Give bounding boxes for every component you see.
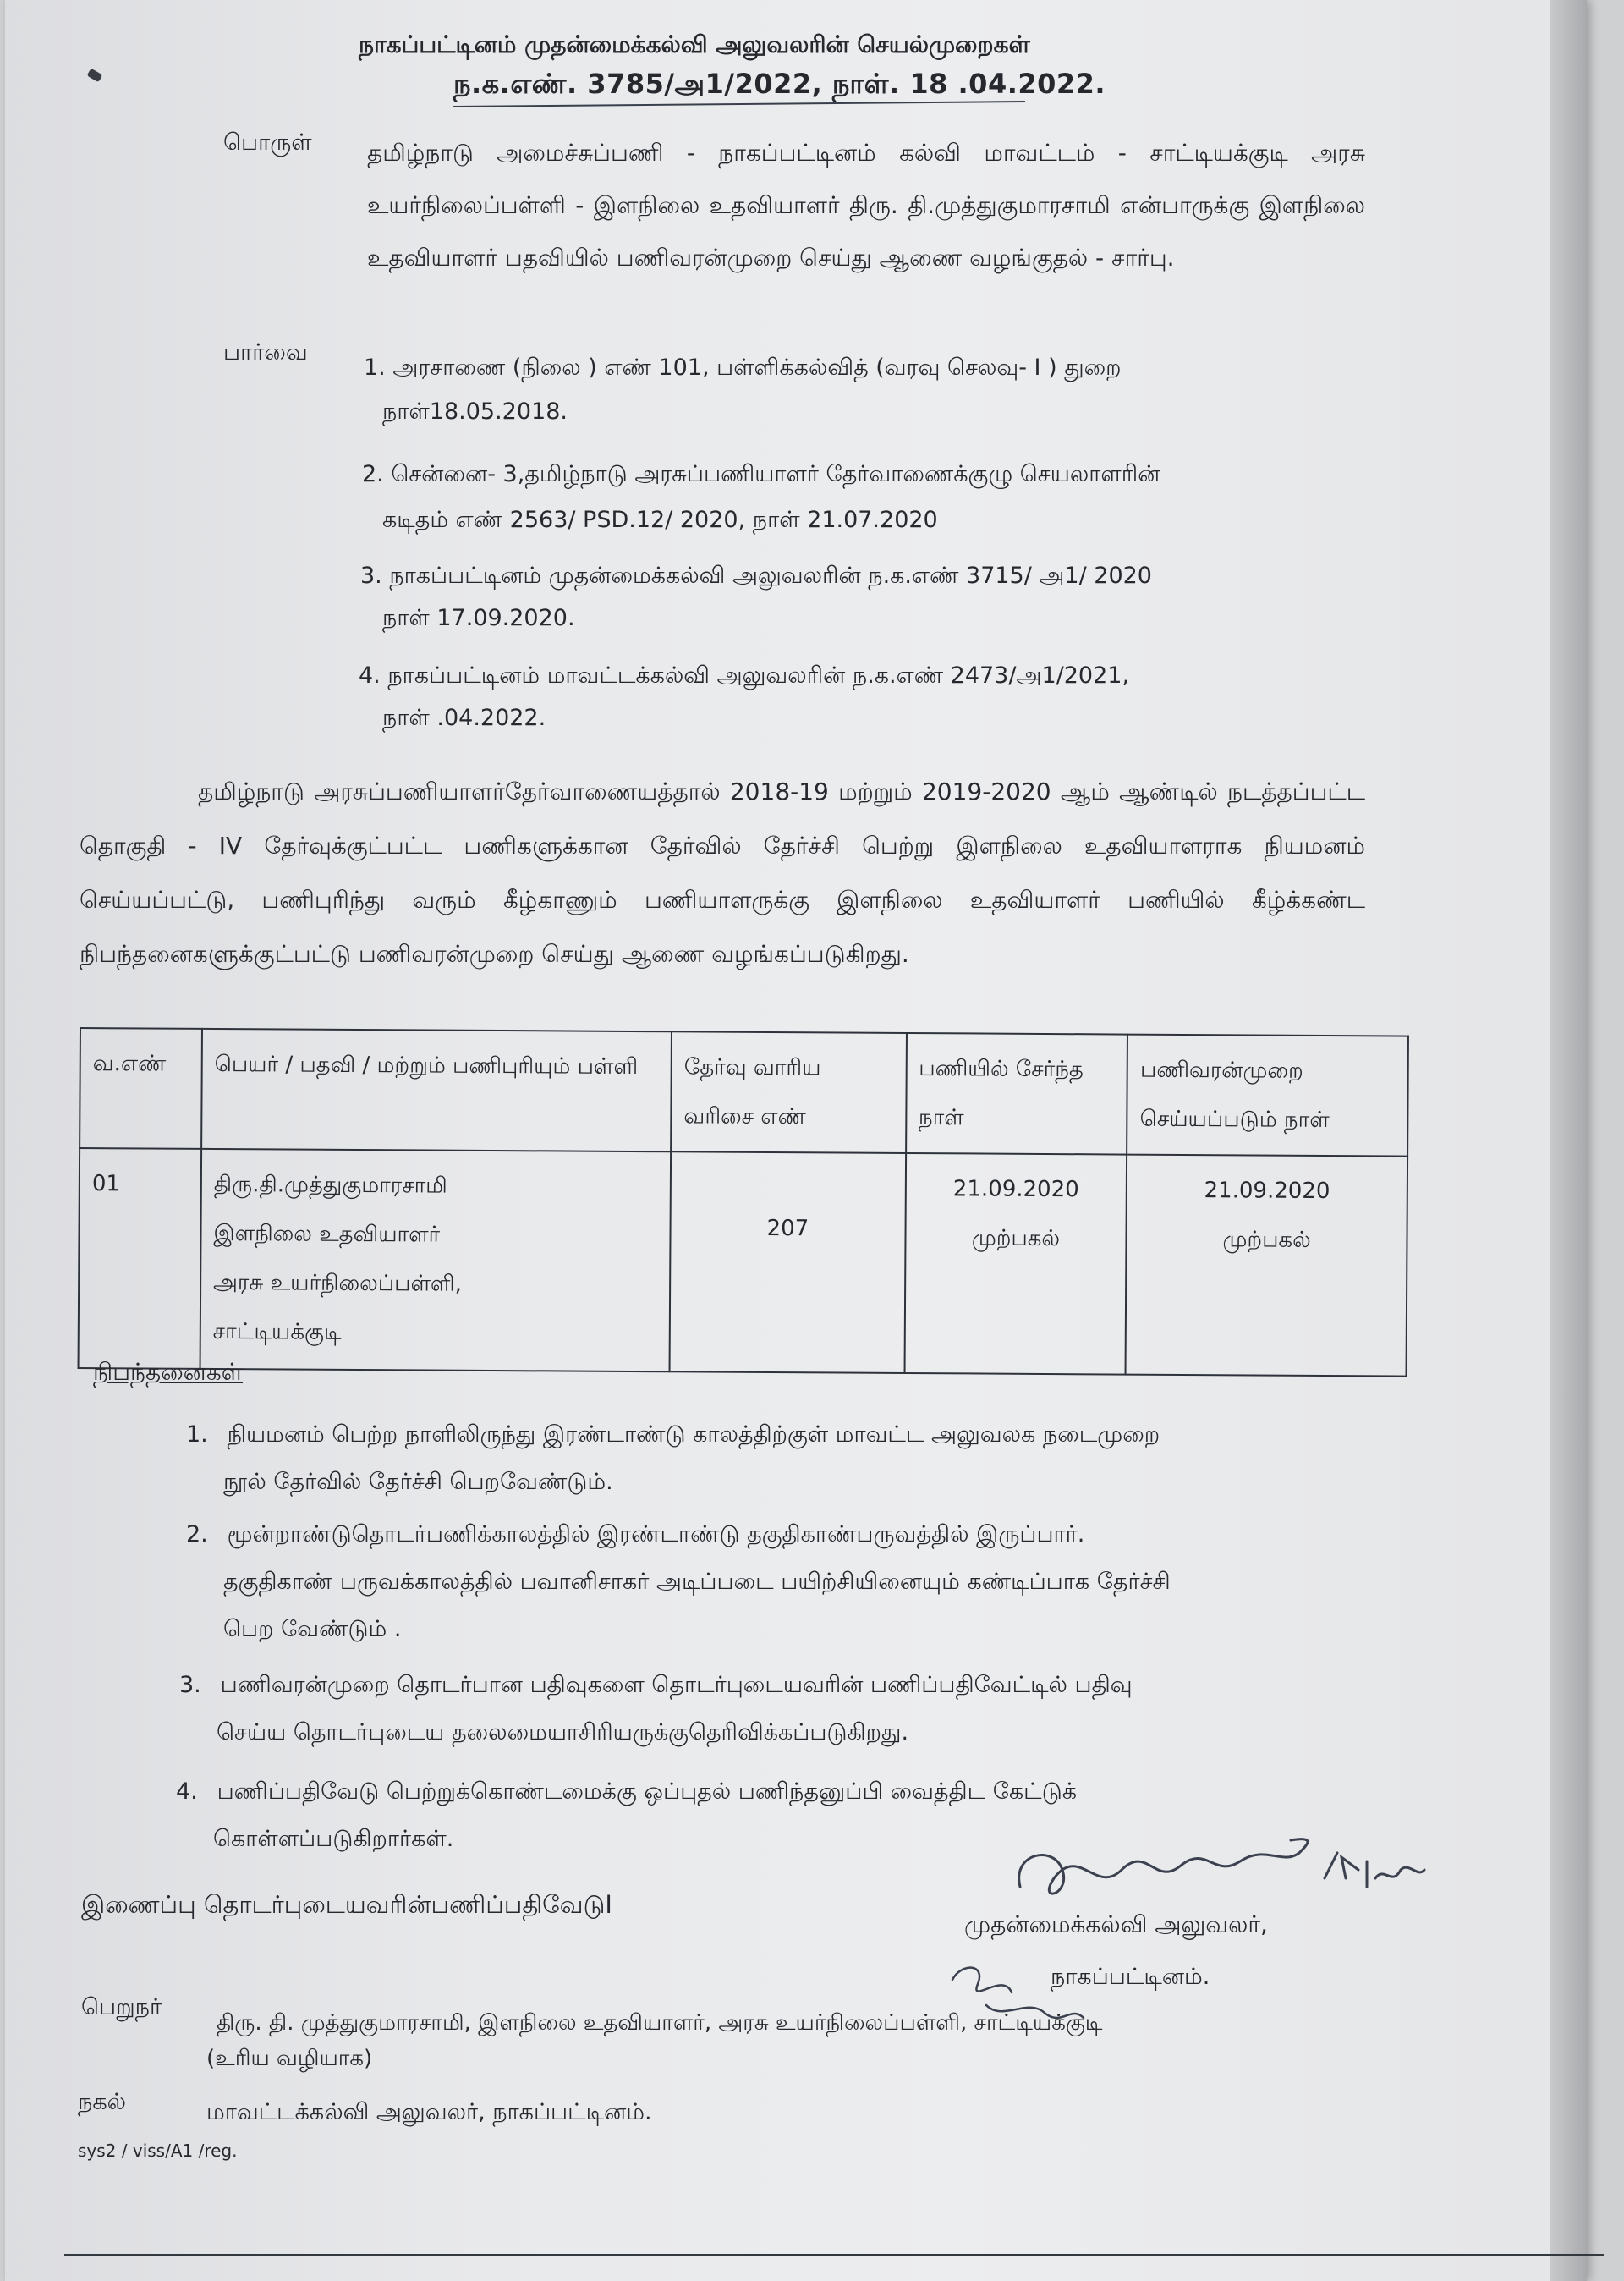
header-name-post-school: பெயர் / பதவி / மற்றும் பணிபுரியும் பள்ளி — [201, 1029, 672, 1151]
cell-joining-date — [904, 1153, 1127, 1375]
ink-mark — [87, 69, 103, 83]
office-heading: நாகப்பட்டினம் முதன்மைக்கல்வி அலுவலரின் செயல்முறைகள் — [359, 30, 1030, 58]
reference-1-line-2: நாள்18.05.2018. — [382, 398, 568, 425]
condition-text: நியமனம் பெற்ற நாளிலிருந்து இரண்டாண்டு காலத்திற்குள் மாவட்ட அலுவலக நடைமுறை — [227, 1421, 1160, 1448]
condition-text: பணிவரன்முறை தொடர்பான பதிவுகளை தொடர்புடையவரின் பணிப்பதிவேட்டில் பதிவு — [220, 1672, 1133, 1698]
file-code: sys2 / viss/A1 /reg. — [78, 2141, 238, 2161]
page-edge-shadow — [1550, 0, 1587, 2281]
enclosure-line: இணைப்பு தொடர்புடையவரின்பணிப்பதிவேடுI — [81, 1890, 612, 1919]
regularisation-session: முற்பகல் — [1222, 1227, 1311, 1253]
copy-label: நகல் — [78, 2089, 127, 2115]
table-row — [79, 1148, 1408, 1377]
header-regularisation-date: பணிவரன்முறை செய்யப்படும் நாள் — [1127, 1035, 1408, 1157]
condition-text: கொள்ளப்படுகிறார்கள். — [213, 1826, 454, 1852]
condition-4 — [176, 1768, 1077, 1863]
signatory-place: நாகப்பட்டினம். — [1051, 1964, 1210, 1990]
reference-2-line-2: கடிதம் எண் 2563/ PSD.12/ 2020, நாள் 21.07.2020 — [382, 507, 938, 533]
header-serial-no: வ.எண் — [80, 1028, 202, 1149]
condition-number: 4. — [176, 1778, 198, 1805]
recipient-via: (உரிய வழியாக) — [206, 2046, 373, 2071]
condition-number: 3. — [179, 1672, 201, 1698]
copy-text: மாவட்டக்கல்வி அலுவலர், நாகப்பட்டினம். — [206, 2099, 652, 2125]
reference-3-line-2: நாள் 17.09.2020. — [382, 605, 575, 631]
reference-2-line-1: 2. சென்னை- 3,தமிழ்நாடு அரசுப்பணியாளர் தேர்வாணைக்குழு செயலாளரின் — [362, 461, 1160, 487]
condition-number: 1. — [186, 1421, 208, 1448]
signatory-designation: முதன்மைக்கல்வி அலுவலர், — [964, 1910, 1268, 1938]
regularisation-table — [78, 1027, 1409, 1377]
header-joining-date: பணியில் சேர்ந்த நாள் — [906, 1033, 1128, 1155]
order-paragraph: தமிழ்நாடு அரசுப்பணியாளர்தேர்வாணையத்தால் 2018-19 மற்றும் 2019-2020 ஆம் ஆண்டில் நடத்தப்பட்ட தொகுதி - IV தேர்வுக்குட்பட்ட பணிகளுக்கான தேர்வில் தேர்ச்சி பெற்று இளநிலை உதவியாளராக நியமனம் செய்யப்பட்டு, பணிபுரிந்து வரும் கீழ்காணும் பணியாளருக்கு இளநிலை உதவியாளர் பணியில் கீழ்க்கண்ட நிபந்தனைகளுக்குட்பட்டு பணிவரன்முறை செய்து ஆணை வழங்கப்படுகிறது. — [80, 778, 1366, 968]
document-page — [5, 0, 1587, 2281]
employee-place: சாட்டியக்குடி — [212, 1318, 342, 1345]
cell-name-post-school — [200, 1149, 671, 1371]
condition-number: 2. — [186, 1521, 208, 1547]
employee-post: இளநிலை உதவியாளர் — [213, 1220, 441, 1248]
reference-3-line-1: 3. நாகப்பட்டினம் முதன்மைக்கல்வி அலுவலரின் ந.க.எண் 3715/ அ1/ 2020 — [360, 563, 1152, 589]
header-rank: தேர்வு வாரிய வரிசை எண் — [671, 1031, 906, 1153]
joining-session: முற்பகல் — [971, 1225, 1061, 1252]
conditions-heading: நிபந்தனைகள் — [93, 1358, 244, 1386]
recipient-label: பெறுநர் — [81, 1994, 162, 2020]
condition-text: நூல் தேர்வில் தேர்ச்சி பெறவேண்டும். — [223, 1469, 613, 1495]
condition-text: செய்ய தொடர்புடைய தலைமையாசிரியருக்குதெரிவிக்கப்படுகிறது. — [217, 1719, 909, 1745]
reference-1-line-1: 1. அரசாணை (நிலை ) எண் 101, பள்ளிக்கல்வித் (வரவு செலவு- I ) துறை — [364, 355, 1122, 381]
reference-number-line: ந.க.எண். 3785/அ1/2022, நாள். 18 .04.2022. — [453, 68, 1106, 100]
condition-text: பணிப்பதிவேடு பெற்றுக்கொண்டமைக்கு ஒப்புதல் பணிந்தனுப்பி வைத்திட கேட்டுக் — [217, 1778, 1078, 1805]
subject-label: பொருள் — [223, 129, 312, 156]
recipient-text: திரு. தி. முத்துகுமாரசாமி, இளநிலை உதவியாளர், அரசு உயர்நிலைப்பள்ளி, சாட்டியக்குடி — [217, 2010, 1103, 2036]
cell-regularisation-date — [1126, 1155, 1407, 1377]
cell-rank: 207 — [670, 1151, 906, 1373]
reference-label: பார்வை — [223, 339, 308, 366]
condition-text: மூன்றாண்டுதொடர்பணிக்காலத்தில் இரண்டாண்டு தகுதிகாண்பருவத்தில் இருப்பார். — [227, 1521, 1085, 1547]
joining-date-value: 21.09.2020 — [952, 1176, 1079, 1203]
condition-3 — [179, 1662, 1133, 1756]
page-bottom-line — [64, 2254, 1604, 2256]
table-header-row — [80, 1028, 1408, 1157]
condition-2 — [186, 1511, 1171, 1653]
reference-4-line-1: 4. நாகப்பட்டினம் மாவட்டக்கல்வி அலுவலரின் ந.க.எண் 2473/அ1/2021, — [359, 662, 1130, 689]
employee-school: அரசு உயர்நிலைப்பள்ளி, — [212, 1269, 463, 1297]
condition-text: பெற வேண்டும் . — [223, 1616, 402, 1642]
condition-text: தகுதிகாண் பருவக்காலத்தில் பவானிசாகர் அடிப்படை பயிற்சியினையும் கண்டிப்பாக தேர்ச்சி — [223, 1569, 1171, 1595]
employee-name: திரு.தி.முத்துகுமாரசாமி — [213, 1171, 447, 1199]
cell-serial-no: 01 — [79, 1148, 201, 1369]
regularisation-date-value: 21.09.2020 — [1204, 1178, 1330, 1205]
condition-1 — [186, 1411, 1160, 1506]
reference-4-line-2: நாள் .04.2022. — [382, 705, 546, 731]
subject-text: தமிழ்நாடு அமைச்சுப்பணி - நாகப்பட்டினம் கல்வி மாவட்டம் - சாட்டியக்குடி அரசு உயர்நிலைப்பள்ளி - இளநிலை உதவியாளர் திரு. தி.முத்துகுமாரசாமி என்பாருக்கு இளநிலை உதவியாளர் பதவியில் பணிவரன்முறை செய்து ஆணை வழங்குதல் - சார்பு. — [367, 139, 1365, 272]
